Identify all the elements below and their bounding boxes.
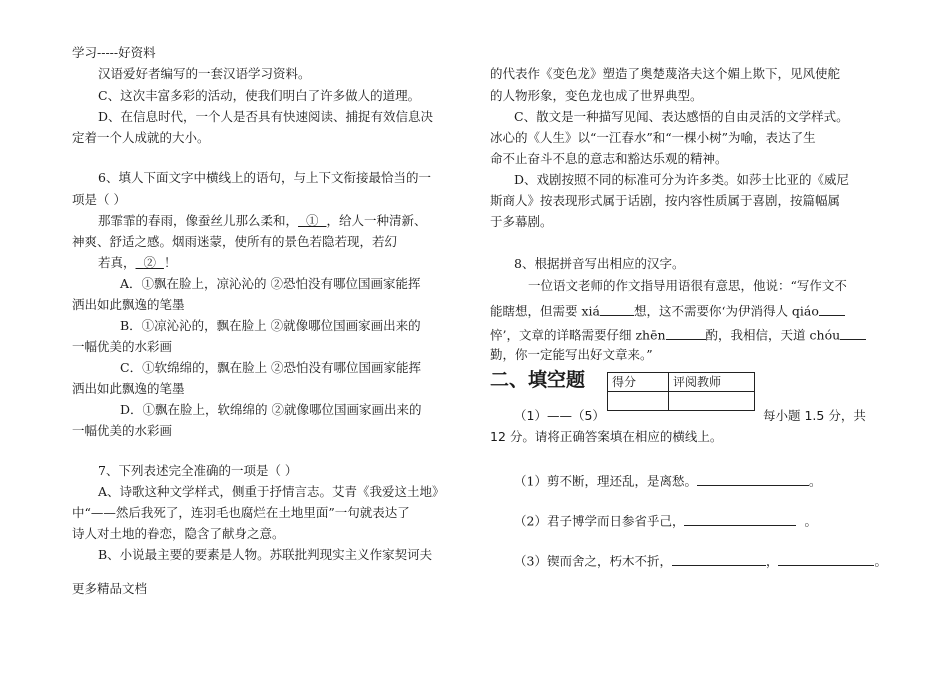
question-7: 7、下列表述完全准确的一项是（ ） xyxy=(98,463,298,478)
answer-blank-zhen[interactable] xyxy=(666,326,706,340)
q8-passage: 勤，你一定能写出好文章来。” xyxy=(490,347,653,362)
passage-line: 神爽、舒适之感。烟雨迷蒙，使所有的景色若隐若现，若幻 xyxy=(72,234,398,249)
fill-blank-3a[interactable] xyxy=(672,552,766,566)
fill-text: 。 xyxy=(874,553,887,569)
passage-text: ，给人一种清新、 xyxy=(326,213,427,228)
fill-text: （2）君子博学而日参省乎己， xyxy=(514,513,685,529)
fill-text: 。 xyxy=(804,513,817,529)
text-line: 定着一个人成就的大小。 xyxy=(72,130,210,145)
q7-option-b: B、小说最主要的要素是人物。苏联批判现实主义作家契诃夫 xyxy=(98,547,433,562)
fill-text: 。 xyxy=(808,473,822,489)
q7-option-d-cont: 于多幕剧。 xyxy=(490,214,553,229)
fill-text: ， xyxy=(765,553,779,569)
q8-passage: 一位语文老师的作文指导用语很有意思，他说：“写作文不 xyxy=(528,278,847,293)
choice-b: B．①凉沁沁的，飘在脸上 ②就像哪位国画家画出来的 xyxy=(120,318,421,333)
passage-text: ！ xyxy=(163,255,177,270)
q8-passage xyxy=(490,326,866,342)
question-6: 6、填人下面文字中横线上的语句，与上下文衔接最恰当的一 xyxy=(98,170,431,185)
q7-option-a: A、诗歌这种文学样式，侧重于抒情言志。艾青《我爱这土地》 xyxy=(98,484,445,499)
q7-option-c: C、散文是一种描写见闻、表达感悟的自由灵活的文学样式。 xyxy=(514,109,849,124)
score-cell[interactable] xyxy=(608,392,669,411)
fill-question-2 xyxy=(514,512,817,528)
q7-option-d-cont: 斯商人》按表现形式属于话剧，按内容性质属于喜剧，按篇幅属 xyxy=(490,193,841,208)
fill-text: （1）剪不断，理还乱，是离愁。 xyxy=(514,473,697,489)
passage-text: 若真， xyxy=(98,255,136,270)
text-line: 的代表作《变色龙》塑造了奥楚蔑洛夫这个媚上欺下，见风使舵 xyxy=(490,66,841,81)
page-header: 学习-----好资料 xyxy=(72,45,156,60)
fill-blank-2[interactable] xyxy=(684,512,796,526)
grader-cell[interactable] xyxy=(669,392,755,411)
choice-c: C．①软绵绵的，飘在脸上 ②恐怕没有哪位国画家能挥 xyxy=(120,360,422,375)
question-8: 8、根据拼音写出相应的汉字。 xyxy=(514,256,685,271)
q7-option-a-cont: 中“——然后我死了，连羽毛也腐烂在土地里面”一句就表达了 xyxy=(72,505,410,520)
choice-b-cont: 一幅优美的水彩画 xyxy=(72,339,173,354)
choice-c-cont: 洒出如此飘逸的笔墨 xyxy=(72,381,185,396)
passage-line xyxy=(98,215,426,228)
grader-label: 评阅教师 xyxy=(669,373,755,392)
fill-question-1 xyxy=(514,472,821,488)
blank-2: ② xyxy=(143,255,156,270)
answer-blank-qiao[interactable] xyxy=(819,302,845,316)
fill-instructions: （1）——（5） xyxy=(514,408,605,423)
fill-blank-1[interactable] xyxy=(697,472,809,486)
q7-option-a-cont: 诗人对土地的眷恋，隐含了献身之意。 xyxy=(72,526,285,541)
text-line: 汉语爱好者编写的一套汉语学习资料。 xyxy=(98,66,311,81)
blank-1: ① xyxy=(305,213,319,228)
question-6-cont: 项是（ ） xyxy=(72,192,126,207)
fill-blank-3b[interactable] xyxy=(778,552,874,566)
q7-option-c-cont: 命不止奋斗不息的意志和豁达乐观的精神。 xyxy=(490,151,728,166)
option-d: D、在信息时代，一个人是否具有快速阅读、捕捉有效信息决 xyxy=(98,109,434,124)
q8-passage xyxy=(490,302,845,318)
q8-text: 想，这不需要你‘为伊消得人 qiáo xyxy=(633,303,819,319)
q7-option-d: D、戏剧按照不同的标准可分为许多类。如莎士比亚的《威尼 xyxy=(514,172,850,187)
choice-a: A．①飘在脸上，凉沁沁的 ②恐怕没有哪位国画家能挥 xyxy=(120,276,421,291)
q8-text: 悴’，文章的详略需要仔细 zhēn xyxy=(490,327,666,343)
choice-a-cont: 洒出如此飘逸的笔墨 xyxy=(72,297,185,312)
score-label: 得分 xyxy=(608,373,669,392)
answer-blank-chou[interactable] xyxy=(840,326,866,340)
choice-d-cont: 一幅优美的水彩画 xyxy=(72,423,173,438)
answer-blank-xia[interactable] xyxy=(600,302,634,316)
fill-instructions: 每小题 1.5 分，共 xyxy=(763,408,866,423)
choice-d: D．①飘在脸上，软绵绵的 ②就像哪位国画家画出来的 xyxy=(120,402,422,417)
q8-text: 能瞎想，但需要 xiá xyxy=(490,303,600,319)
section-title: 二、填空题 xyxy=(490,369,586,391)
fill-instructions-cont: 12 分。请将正确答案填在相应的横线上。 xyxy=(490,429,723,444)
score-table xyxy=(607,372,755,411)
page-footer: 更多精品文档 xyxy=(72,581,148,596)
q7-option-c-cont: 冰心的《人生》以“一江春水”和“一棵小树”为喻，表达了生 xyxy=(490,130,816,145)
q8-text: 酌，我相信，天道 chóu xyxy=(705,327,841,343)
passage-text: 那霏霏的春雨，像蚕丝儿那么柔和， xyxy=(98,213,299,228)
fill-question-3 xyxy=(514,552,887,568)
text-line: 的人物形象，变色龙也成了世界典型。 xyxy=(490,88,703,103)
option-c: C、这次丰富多彩的活动，使我们明白了许多做人的道理。 xyxy=(98,88,421,103)
passage-line xyxy=(98,257,176,270)
fill-text: （3）锲而舍之，朽木不折， xyxy=(514,553,672,569)
